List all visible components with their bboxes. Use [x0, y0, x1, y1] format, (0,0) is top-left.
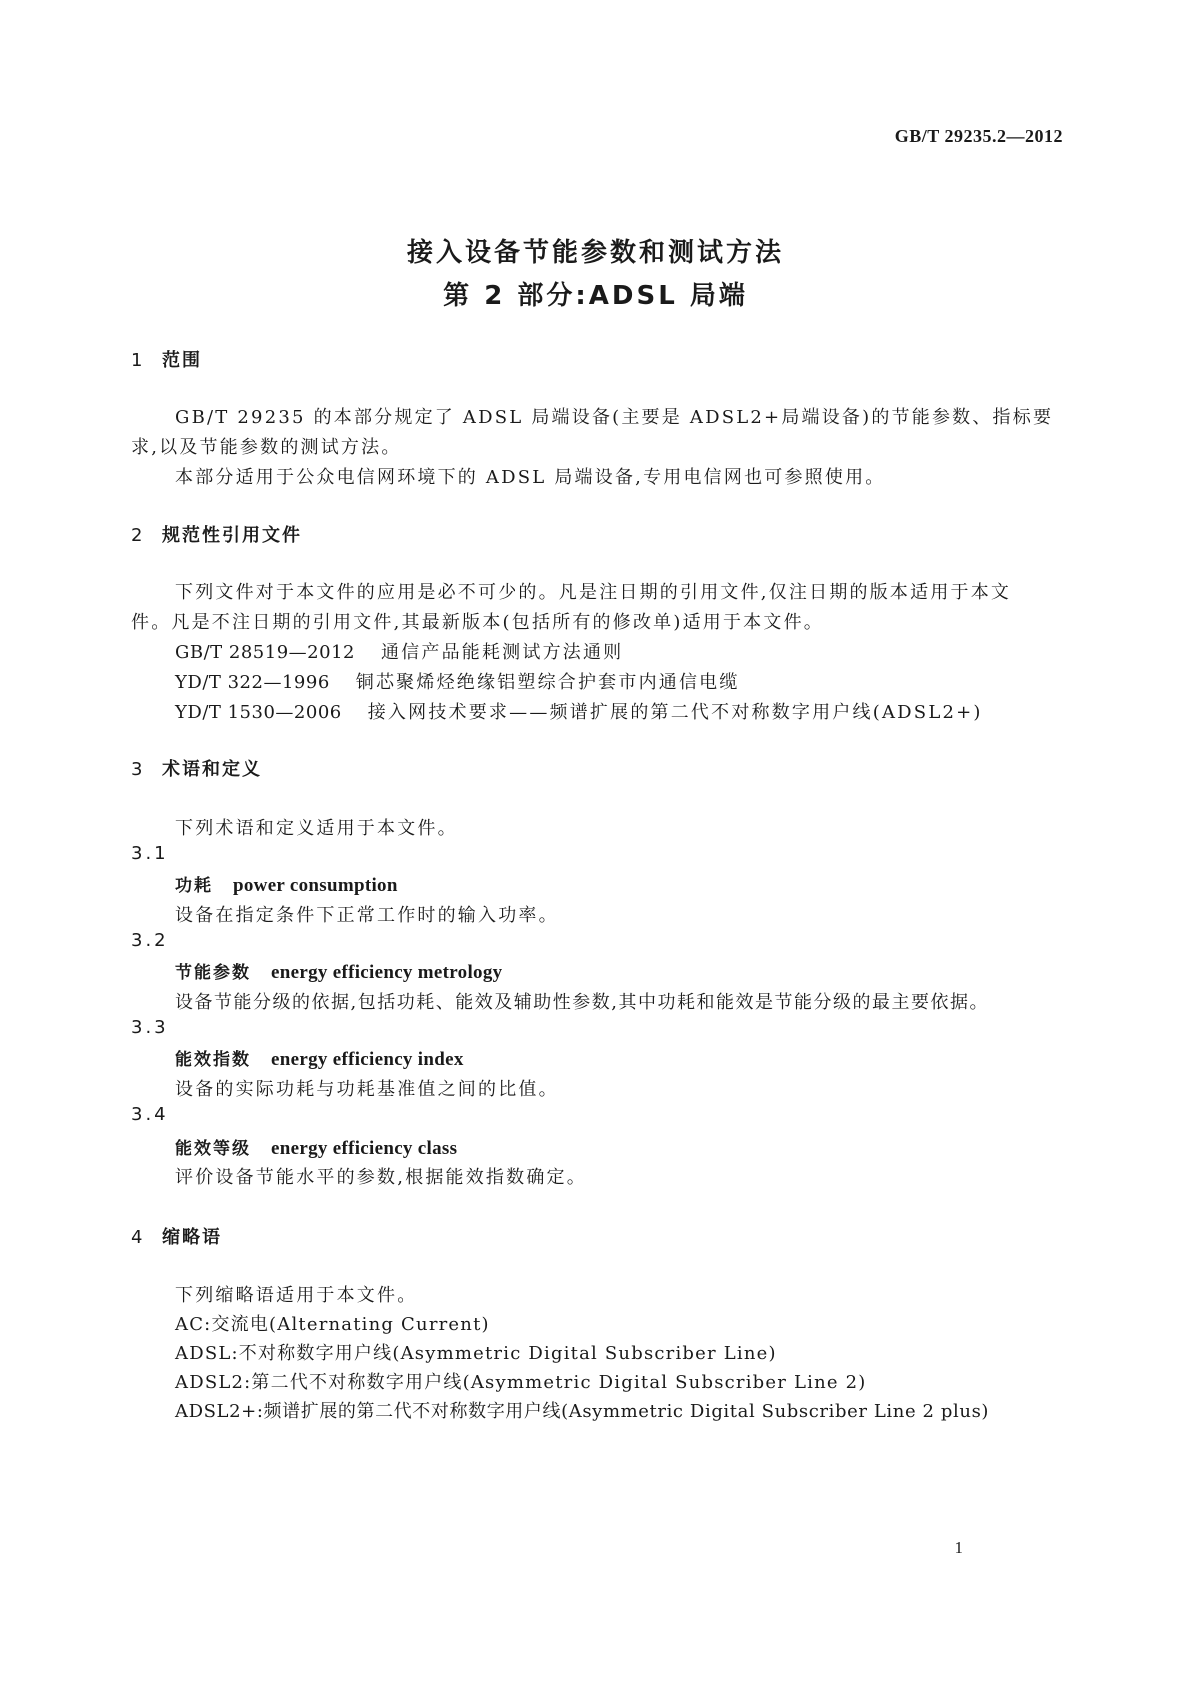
reference-title: 通信产品能耗测试方法通则	[380, 642, 624, 663]
reference-title: 铜芯聚烯烃绝缘铝塑综合护套市内通信电缆	[355, 672, 740, 693]
term-chinese: 功耗	[175, 876, 213, 896]
paragraph: 下列术语和定义适用于本文件。	[175, 818, 458, 839]
term-english: energy efficiency index	[271, 1049, 464, 1070]
term-heading	[175, 871, 398, 897]
section-title: 缩略语	[162, 1227, 222, 1248]
reference-title: 接入网技术要求——频谱扩展的第二代不对称数字用户线(ADSL2+)	[367, 702, 983, 723]
section-title: 术语和定义	[162, 759, 262, 780]
reference-code: GB/T 28519—2012	[175, 642, 355, 663]
paragraph: 求,以及节能参数的测试方法。	[131, 437, 402, 458]
abbreviation-item: ADSL2+:频谱扩展的第二代不对称数字用户线(Asymmetric Digital Subscriber Line 2 plus)	[175, 1401, 990, 1422]
term-number: 3.1	[131, 843, 169, 864]
reference-code: YD/T 1530—2006	[175, 702, 342, 723]
term-number: 3.2	[131, 930, 169, 951]
standard-code: GB/T 29235.2—2012	[894, 126, 1063, 146]
paragraph: GB/T 29235 的本部分规定了 ADSL 局端设备(主要是 ADSL2+局端设备)的节能参数、指标要	[175, 407, 1054, 428]
section-number: 3	[131, 759, 143, 780]
term-english: power consumption	[233, 875, 398, 896]
term-heading	[175, 1045, 464, 1071]
reference-code: YD/T 322—1996	[175, 672, 330, 693]
reference-item	[175, 668, 740, 694]
paragraph: 下列文件对于本文件的应用是必不可少的。凡是注日期的引用文件,仅注日期的版本适用于本文	[175, 582, 1012, 603]
term-chinese: 能效等级	[175, 1139, 251, 1159]
term-chinese: 能效指数	[175, 1050, 251, 1070]
section-number: 1	[131, 350, 143, 371]
term-definition: 评价设备节能水平的参数,根据能效指数确定。	[175, 1167, 587, 1188]
term-number: 3.3	[131, 1017, 169, 1038]
section-3-heading	[131, 755, 262, 781]
term-english: energy efficiency class	[271, 1138, 458, 1159]
section-title: 范围	[162, 350, 202, 371]
reference-item	[175, 638, 623, 664]
document-title: 接入设备节能参数和测试方法	[406, 238, 784, 268]
section-1-heading	[131, 346, 202, 372]
section-4-heading	[131, 1223, 222, 1249]
paragraph: 件。凡是不注日期的引用文件,其最新版本(包括所有的修改单)适用于本文件。	[131, 612, 824, 633]
abbreviation-item: ADSL:不对称数字用户线(Asymmetric Digital Subscriber Line)	[175, 1343, 777, 1364]
document-subtitle: 第 2 部分:ADSL 局端	[443, 281, 748, 311]
term-english: energy efficiency metrology	[271, 962, 503, 983]
paragraph: 下列缩略语适用于本文件。	[175, 1285, 418, 1306]
reference-item	[175, 698, 983, 724]
section-number: 4	[131, 1227, 143, 1248]
term-heading	[175, 1134, 457, 1160]
abbreviation-item: AC:交流电(Alternating Current)	[175, 1314, 490, 1335]
page-number: 1	[954, 1538, 963, 1557]
term-chinese: 节能参数	[175, 963, 251, 983]
term-definition: 设备节能分级的依据,包括功耗、能效及辅助性参数,其中功耗和能效是节能分级的最主要依据。	[175, 992, 989, 1013]
term-definition: 设备在指定条件下正常工作时的输入功率。	[175, 905, 559, 926]
section-number: 2	[131, 525, 143, 546]
section-title: 规范性引用文件	[162, 525, 302, 546]
section-2-heading	[131, 521, 302, 547]
paragraph: 本部分适用于公众电信网环境下的 ADSL 局端设备,专用电信网也可参照使用。	[175, 467, 886, 488]
term-number: 3.4	[131, 1104, 169, 1125]
term-definition: 设备的实际功耗与功耗基准值之间的比值。	[175, 1079, 559, 1100]
abbreviation-item: ADSL2:第二代不对称数字用户线(Asymmetric Digital Subscriber Line 2)	[175, 1372, 867, 1393]
term-heading	[175, 958, 502, 984]
